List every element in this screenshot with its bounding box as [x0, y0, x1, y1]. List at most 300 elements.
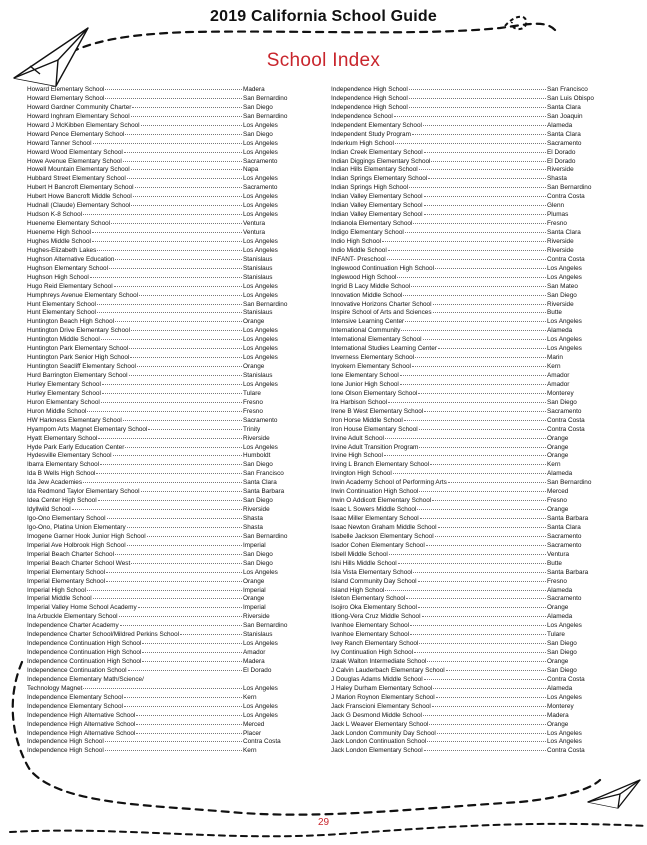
school-name: Independence High Alternative School — [27, 720, 136, 728]
county-name: Los Angeles — [243, 246, 278, 254]
index-entry — [331, 95, 599, 104]
school-name: Ione Junior High School — [331, 380, 399, 388]
county-name: San Diego — [243, 103, 273, 111]
index-entry — [331, 694, 599, 703]
county-name: Kern — [547, 461, 561, 469]
school-name: Independence High Alternative School — [27, 729, 136, 737]
school-name: International Elementary School — [331, 336, 422, 344]
county-name: Contra Costa — [547, 675, 585, 683]
school-name: Imperial High School — [27, 586, 86, 594]
index-entry — [331, 140, 599, 149]
school-name: Independence Elementary School — [27, 693, 123, 701]
dot-leader — [413, 571, 546, 573]
dot-leader — [132, 106, 242, 108]
index-entry — [331, 318, 599, 327]
school-name: Isleton Elementary School — [331, 595, 406, 603]
dot-leader — [424, 749, 546, 751]
index-entry — [331, 113, 599, 122]
index-entry — [27, 140, 295, 149]
index-entry — [331, 417, 599, 426]
county-name: Fresno — [243, 398, 263, 406]
school-name: Howard Inghram Elementary School — [27, 112, 130, 120]
school-name: Independence Charter Academy — [27, 622, 119, 630]
index-entry — [331, 345, 599, 354]
dot-leader — [409, 186, 546, 188]
dot-leader — [403, 294, 546, 296]
county-name: Los Angeles — [243, 336, 278, 344]
school-name: Indian Creek Elementary School — [331, 148, 423, 156]
dot-leader — [405, 320, 546, 322]
dot-leader — [114, 285, 242, 287]
dot-leader — [427, 740, 546, 742]
index-entry — [331, 354, 599, 363]
dot-leader — [115, 258, 242, 260]
county-name: Los Angeles — [547, 318, 582, 326]
county-name: Ventura — [243, 220, 266, 228]
index-entry — [331, 676, 599, 685]
school-name: Independence High School — [331, 103, 408, 111]
index-entry — [331, 336, 599, 345]
school-name: Hyampom Arts Magnet Elementary School — [27, 425, 148, 433]
school-name: Hughson High School — [27, 273, 89, 281]
county-name: Sacramento — [243, 157, 278, 165]
dot-leader — [432, 499, 546, 501]
dot-leader — [123, 419, 242, 421]
county-name: Los Angeles — [243, 327, 278, 335]
index-entry — [331, 158, 599, 167]
dot-leader — [124, 696, 242, 698]
dot-leader — [393, 472, 546, 474]
county-name: Orange — [547, 604, 569, 612]
county-name: El Dorado — [547, 157, 576, 165]
county-name: Los Angeles — [243, 640, 278, 648]
school-name: Indian Diggings Elementary School — [331, 157, 431, 165]
dot-leader — [180, 633, 242, 635]
county-name: Los Angeles — [243, 193, 278, 201]
dot-leader — [418, 392, 546, 394]
index-entry — [331, 649, 599, 658]
index-entry — [331, 685, 599, 694]
dot-leader — [120, 624, 242, 626]
index-entry — [331, 283, 599, 292]
index-entry — [331, 211, 599, 220]
county-name: Placer — [243, 729, 262, 737]
school-name: Ibarra Elementary School — [27, 461, 100, 469]
county-name: San Diego — [547, 649, 577, 657]
school-name: J Calvin Lauderbach Elementary School — [331, 666, 445, 674]
dot-leader — [419, 428, 546, 430]
index-entry — [27, 354, 295, 363]
county-name: San Diego — [243, 550, 273, 558]
school-name: Howard Elementary School — [27, 94, 105, 102]
county-name: Plumas — [547, 211, 569, 219]
index-entry — [27, 578, 295, 587]
dot-leader — [98, 437, 242, 439]
dot-leader — [87, 410, 242, 412]
dot-leader — [427, 660, 546, 662]
school-name: Huntington Beach High School — [27, 318, 115, 326]
county-name: Contra Costa — [547, 255, 585, 263]
index-entry — [27, 149, 295, 158]
county-name: Amador — [547, 372, 570, 379]
index-entry — [331, 613, 599, 622]
county-name: Los Angeles — [243, 354, 278, 362]
dot-leader — [419, 490, 546, 492]
index-entry — [27, 426, 295, 435]
school-name: Hunt Elementary School — [27, 300, 96, 308]
county-name: Orange — [547, 658, 569, 665]
school-name: Ida Redmond Taylor Elementary School — [27, 488, 140, 496]
school-name: Izaak Walton Intermediate School — [331, 658, 427, 665]
county-name: Alameda — [547, 121, 573, 129]
school-name: Hueneme High School — [27, 229, 91, 236]
county-name: Orange — [243, 577, 265, 585]
index-entry — [27, 667, 295, 676]
dot-leader — [127, 177, 242, 179]
dot-leader — [96, 472, 242, 474]
dot-leader — [119, 615, 242, 617]
school-name: Isaac L Sowers Middle School — [331, 506, 417, 514]
index-entry — [27, 229, 295, 238]
county-name: San Mateo — [547, 282, 578, 290]
county-name: Santa Barbara — [547, 515, 589, 522]
dot-leader — [129, 374, 242, 376]
county-name: Madera — [243, 86, 265, 93]
dot-leader — [131, 168, 242, 170]
page-title: School Index — [266, 50, 381, 71]
dot-leader — [426, 544, 546, 546]
dot-leader — [87, 589, 242, 591]
school-name: Ida B Wells High School — [27, 470, 96, 478]
dot-leader — [100, 463, 242, 465]
dot-leader — [419, 446, 546, 448]
dot-leader — [142, 660, 242, 662]
dot-leader — [424, 204, 546, 206]
school-name: Independence Continuation School — [27, 666, 127, 674]
school-name: INFANT- Preschool — [331, 255, 386, 263]
index-entry — [331, 738, 599, 747]
county-name: Fresno — [243, 407, 263, 415]
county-name: Los Angeles — [243, 568, 278, 576]
county-name: San Bernardino — [243, 622, 288, 630]
index-entry — [27, 435, 295, 444]
county-name: Santa Clara — [243, 479, 277, 487]
index-entry — [331, 515, 599, 524]
county-name: Riverside — [243, 434, 270, 442]
index-entry — [331, 631, 599, 640]
county-name: San Diego — [243, 559, 273, 567]
dot-leader — [424, 151, 546, 153]
dot-leader — [123, 160, 242, 162]
index-entry — [27, 122, 295, 131]
county-name: Humboldt — [243, 452, 271, 460]
index-entry — [27, 327, 295, 336]
county-name: Madera — [243, 658, 265, 665]
dot-leader — [409, 97, 546, 99]
school-name: Humphreys Avenue Elementary School — [27, 291, 139, 299]
school-name: Inderkum High School — [331, 139, 394, 147]
dot-leader — [382, 240, 546, 242]
dot-leader — [389, 553, 546, 555]
county-name: Amador — [243, 649, 266, 657]
index-entry — [27, 309, 295, 318]
index-entry — [27, 747, 295, 756]
school-name: Imperial Beach Charter School West — [27, 559, 131, 567]
county-name: Ventura — [243, 229, 266, 236]
school-name: Ingrid B Lacy Middle School — [331, 282, 411, 290]
school-name: Howe Avenue Elementary School — [27, 157, 122, 165]
index-entry — [331, 363, 599, 372]
dot-leader — [405, 231, 546, 233]
county-name: San Bernardino — [547, 479, 592, 487]
county-name: Stanislaus — [243, 372, 273, 379]
index-entry — [27, 175, 295, 184]
school-name: Indigo Elementary School — [331, 229, 404, 236]
dot-leader — [97, 311, 242, 313]
county-name: Stanislaus — [243, 273, 273, 281]
county-name: Los Angeles — [243, 282, 278, 290]
school-name: Independence Continuation High School — [27, 649, 142, 657]
school-name: Independence High School — [27, 738, 104, 746]
index-entry — [27, 247, 295, 256]
index-entry — [331, 712, 599, 721]
county-name: Alameda — [547, 327, 573, 335]
dot-leader — [105, 740, 242, 742]
dot-leader — [101, 401, 242, 403]
school-name: Island High School — [331, 586, 385, 594]
index-entry — [27, 542, 295, 551]
dot-leader — [115, 553, 242, 555]
school-name: Howard Wood Elementary School — [27, 148, 123, 156]
county-name: Tulare — [243, 389, 261, 397]
index-entry — [27, 515, 295, 524]
county-name: San Bernardino — [243, 94, 288, 102]
county-name: San Diego — [547, 398, 577, 406]
index-entry — [331, 399, 599, 408]
county-name: Sacramento — [547, 541, 582, 549]
school-name: J Haley Durham Elementary School — [331, 684, 433, 692]
index-entry — [27, 184, 295, 193]
dot-leader — [388, 249, 546, 251]
county-name: Sacramento — [243, 184, 278, 192]
index-entry — [27, 730, 295, 739]
county-name: Butte — [547, 309, 562, 317]
school-name: Irene B West Elementary School — [331, 407, 424, 415]
index-entry — [331, 640, 599, 649]
dot-leader — [131, 115, 242, 117]
index-entry — [27, 166, 295, 175]
index-entry — [27, 372, 295, 381]
county-name: Sacramento — [243, 416, 278, 424]
index-entry — [331, 265, 599, 274]
county-name: Los Angeles — [547, 738, 582, 746]
county-name: Alameda — [547, 586, 573, 594]
school-name: Isador Cohen Elementary School — [331, 541, 425, 549]
school-name: Jack London Elementary School — [331, 747, 423, 755]
dot-leader — [418, 580, 546, 582]
index-entry — [331, 524, 599, 533]
county-name: Orange — [547, 452, 569, 460]
county-name: San Diego — [547, 640, 577, 648]
county-name: Santa Clara — [547, 103, 581, 111]
county-name: Stanislaus — [243, 631, 273, 639]
index-entry — [331, 381, 599, 390]
county-name: Contra Costa — [547, 416, 585, 424]
school-name: Iron House Elementary School — [331, 425, 418, 433]
index-entry — [331, 220, 599, 229]
dot-leader — [142, 642, 242, 644]
dot-leader — [106, 571, 242, 573]
dot-leader — [387, 258, 546, 260]
dot-leader — [400, 374, 546, 376]
school-name: Howard Tanner School — [27, 139, 92, 147]
dot-leader — [424, 213, 546, 215]
index-entry — [27, 202, 295, 211]
county-name: Butte — [547, 559, 562, 567]
county-name: Contra Costa — [243, 738, 281, 746]
school-name: Iron Horse Middle School — [331, 416, 403, 424]
school-name: Independence Continuation High School — [27, 640, 142, 648]
index-entry — [27, 721, 295, 730]
dot-leader — [97, 249, 242, 251]
school-name: Hudnall (Claude) Elementary School — [27, 202, 131, 210]
county-name: Sacramento — [547, 407, 582, 415]
school-name: Irwin O Addicott Elementary School — [331, 497, 432, 505]
index-entry — [27, 318, 295, 327]
index-entry — [331, 506, 599, 515]
school-name: Isbell Middle School — [331, 550, 388, 558]
dot-leader — [148, 428, 242, 430]
dot-leader — [136, 723, 242, 725]
school-name: Hyatt Elementary School — [27, 434, 98, 442]
school-name: Irvington High School — [331, 470, 392, 478]
school-name: Hueneme Elementary School — [27, 220, 111, 228]
county-name: Stanislaus — [243, 264, 273, 272]
county-name: Monterey — [547, 389, 574, 397]
county-name: Los Angeles — [243, 202, 278, 210]
school-name: Ira Harbison School — [331, 398, 388, 406]
dot-leader — [101, 338, 242, 340]
school-name: Indianola Elementary School — [331, 220, 413, 228]
dot-leader — [432, 705, 546, 707]
school-name: Igo-Ono, Platina Union Elementary — [27, 523, 126, 531]
county-name: Orange — [243, 318, 265, 326]
dot-leader — [136, 714, 242, 716]
county-name: Los Angeles — [547, 345, 582, 353]
school-name: Jack London Community Day School — [331, 729, 436, 737]
county-name: Fresno — [547, 497, 567, 505]
index-entry — [331, 533, 599, 542]
county-name: Orange — [243, 363, 265, 371]
school-name: Irvine Adult Transition Program — [331, 443, 419, 451]
index-entry — [27, 595, 295, 604]
school-name: Huntington Drive Elementary School — [27, 327, 131, 335]
school-name: International Studies Learning Center — [331, 345, 437, 353]
county-name: Madera — [547, 711, 569, 719]
index-entry — [27, 256, 295, 265]
school-name: Indian Valley Elementary School — [331, 202, 423, 210]
county-name: Amador — [547, 380, 570, 388]
county-name: Los Angeles — [243, 237, 278, 245]
county-name: Riverside — [547, 300, 574, 308]
index-entry — [27, 336, 295, 345]
dot-leader — [105, 749, 242, 751]
index-entry — [331, 372, 599, 381]
index-entry — [331, 166, 599, 175]
index-entry — [27, 158, 295, 167]
county-name: San Bernardino — [243, 112, 288, 120]
school-name: Isabelle Jackson Elementary School — [331, 532, 434, 540]
index-entry — [27, 604, 295, 613]
school-name: Hyde Park Early Education Center — [27, 443, 125, 451]
index-entry — [331, 131, 599, 140]
index-entry — [331, 703, 599, 712]
school-name: Hydesville Elementary School — [27, 452, 112, 460]
dot-leader — [412, 133, 546, 135]
dot-leader — [136, 732, 242, 734]
index-entry — [27, 345, 295, 354]
dot-leader — [448, 481, 546, 483]
school-name: Huron Middle School — [27, 407, 87, 415]
dot-leader — [418, 606, 546, 608]
index-entry — [27, 658, 295, 667]
page-number: 29 — [317, 817, 330, 828]
index-entry — [27, 488, 295, 497]
school-name: Innovation Middle School — [331, 291, 403, 299]
dot-leader — [406, 597, 546, 599]
county-name: Stanislaus — [243, 309, 273, 317]
dot-leader — [401, 329, 546, 331]
school-name: Isla Vista Elementary School — [331, 568, 413, 576]
dot-leader — [400, 383, 546, 385]
dot-leader — [437, 732, 546, 734]
index-entry — [331, 721, 599, 730]
school-name: International Community — [331, 327, 401, 335]
county-name: San Diego — [243, 461, 273, 469]
county-name: Imperial — [243, 586, 266, 594]
index-entry — [331, 479, 599, 488]
dot-leader — [424, 410, 546, 412]
index-entry — [331, 730, 599, 739]
dot-leader — [83, 481, 242, 483]
school-name: Island Community Day School — [331, 577, 417, 585]
county-name: Los Angeles — [243, 139, 278, 147]
school-name: Technology Magnet — [27, 684, 83, 692]
school-name: Ina Arbuckle Elementary School — [27, 613, 118, 621]
index-entry — [27, 631, 295, 640]
school-name: Ishi Hills Middle School — [331, 559, 397, 567]
school-name: Irvine Adult School — [331, 434, 384, 442]
county-name: San Diego — [243, 497, 273, 505]
dot-leader — [412, 365, 546, 367]
school-name: Imperial Ave Holbrook High School — [27, 541, 126, 549]
dot-leader — [409, 106, 546, 108]
index-entry — [27, 703, 295, 712]
dot-leader — [394, 115, 546, 117]
school-name: Indian Hills Elementary School — [331, 166, 418, 174]
index-entry — [27, 560, 295, 569]
county-name: Imperial — [243, 604, 266, 612]
school-name: Hubert H Bancroft Elementary School — [27, 184, 134, 192]
dot-leader — [98, 499, 242, 501]
index-entry — [331, 301, 599, 310]
county-name: Kern — [547, 363, 561, 371]
dot-leader — [433, 303, 546, 305]
index-entry — [27, 738, 295, 747]
county-name: San Diego — [547, 666, 577, 674]
dot-leader — [410, 633, 546, 635]
index-entry — [27, 444, 295, 453]
